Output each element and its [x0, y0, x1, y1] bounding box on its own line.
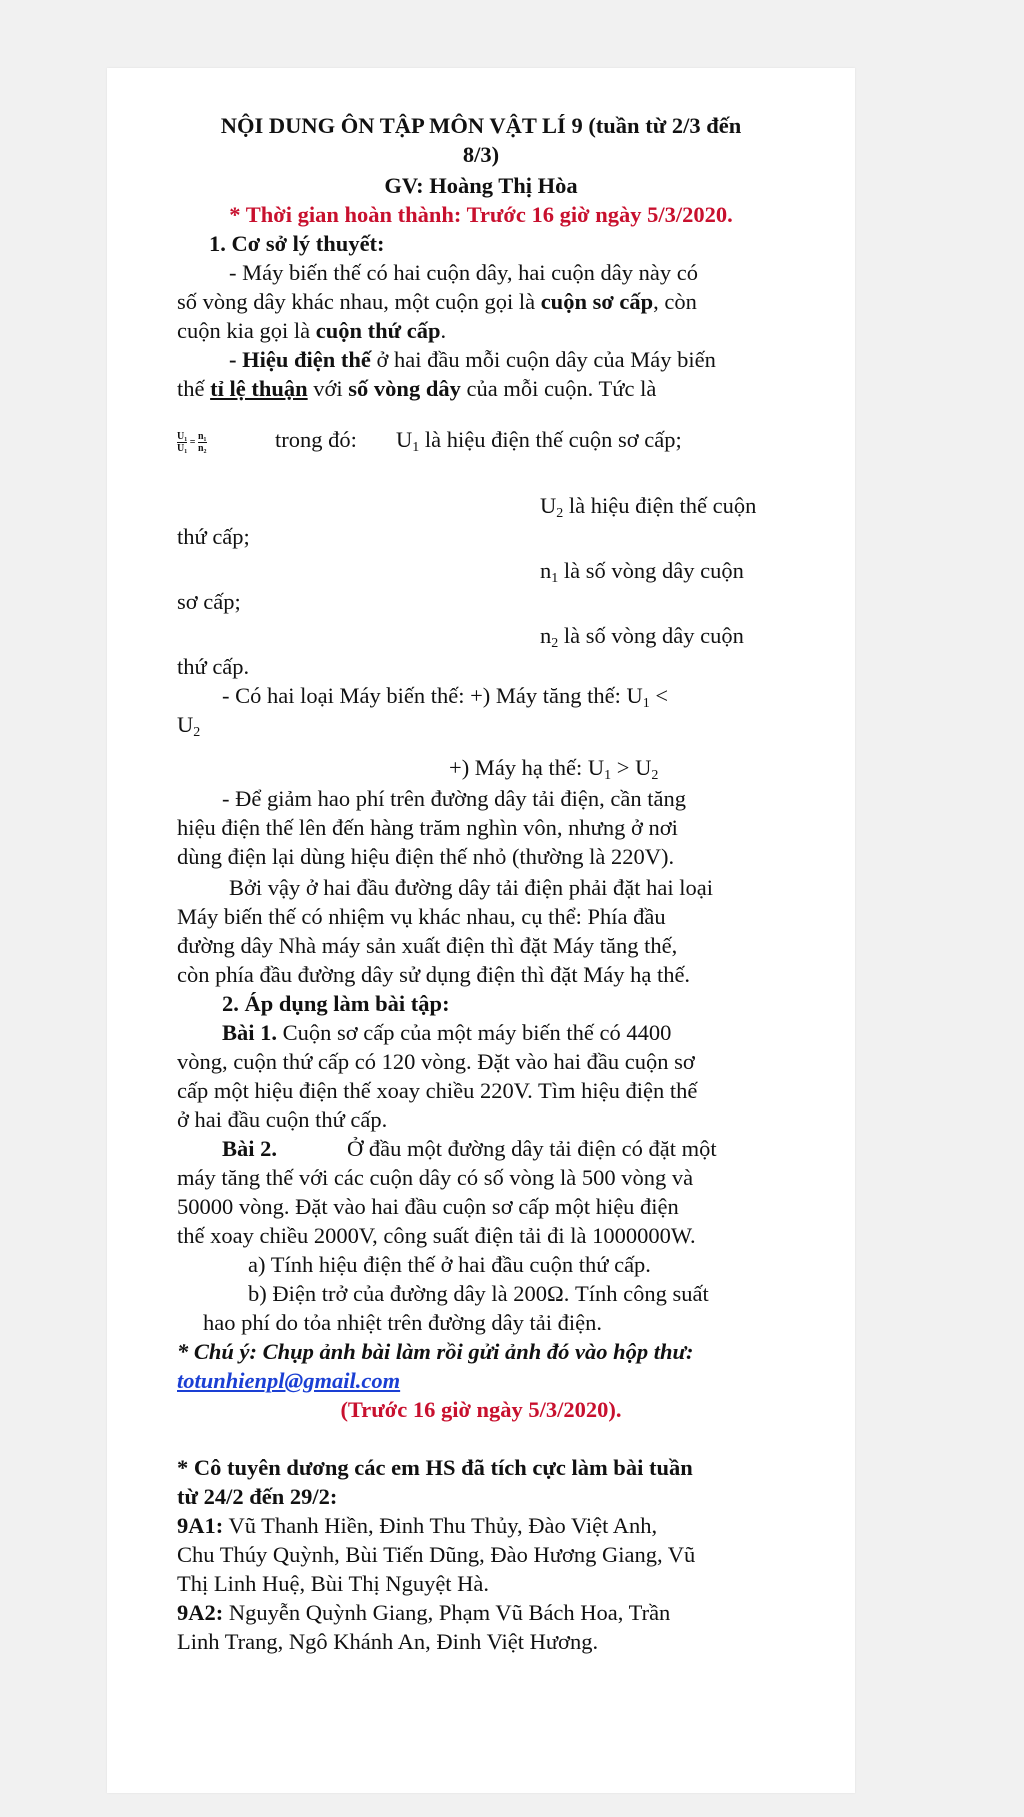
- n2-definition: $n_2$ là số vòng dây cuộn: [540, 623, 744, 651]
- para4-line4: còn phía đầu đường dây sử dụng điện thì đặt Máy hạ thế.: [177, 962, 691, 987]
- para3-line2: hiệu điện thế lên đến hàng trăm nghìn vôn, nhưng ở nơi: [177, 815, 678, 840]
- exercise2-line2: máy tăng thế với các cuộn dây có số vòng là 500 vòng và: [177, 1165, 694, 1190]
- exercise2-label: Bài 2.: [222, 1136, 278, 1161]
- para3-line1: - Để giảm hao phí trên đường dây tải điện, cần tăng: [222, 786, 686, 811]
- para4-line2: Máy biến thế có nhiệm vụ khác nhau, cụ thể: Phía đầu: [177, 904, 666, 929]
- class-9a1-line1: 9A1: Vũ Thanh Hiền, Đinh Thu Thủy, Đào Việt Anh,: [177, 1513, 658, 1538]
- document-page: [107, 68, 855, 1793]
- email-link[interactable]: totunhienpl@gmail.com: [177, 1368, 401, 1393]
- exercise2-question-b: b) Điện trở của đường dây là 200Ω. Tính công suất: [248, 1281, 709, 1306]
- formula-n1: n₁: [197, 431, 207, 442]
- formula-u1: U₁: [177, 431, 188, 442]
- section2-heading: 2. Áp dụng làm bài tập:: [222, 991, 450, 1016]
- u2-definition-wrap: thứ cấp;: [177, 524, 250, 549]
- class-9a1-line3: Thị Linh Huệ, Bùi Thị Nguyệt Hà.: [177, 1571, 490, 1596]
- doc-title-line2: 8/3): [462, 142, 500, 167]
- ratio-formula: [177, 431, 207, 454]
- section1-heading: 1. Cơ sở lý thuyết:: [209, 231, 385, 256]
- u1-definition: $U_1$ là hiệu điện thế cuộn sơ cấp;: [396, 427, 682, 455]
- para4-line3: đường dây Nhà máy sản xuất điện thì đặt Máy tăng thế,: [177, 933, 678, 958]
- n1-definition-wrap: sơ cấp;: [177, 589, 241, 614]
- doc-title-line1: NỘI DUNG ÔN TẬP MÔN VẬT LÍ 9 (tuần từ 2/3 đến: [220, 113, 742, 138]
- praise-heading-line2: từ 24/2 đến 29/2:: [177, 1484, 338, 1509]
- exercise2-line1: Ở đầu một đường dây tải điện có đặt một: [347, 1136, 717, 1161]
- formula-u2: U₁: [177, 443, 188, 455]
- teacher-name: GV: Hoàng Thị Hòa: [384, 173, 578, 198]
- exercise2-line3: 50000 vòng. Đặt vào hai đầu cuộn sơ cấp một hiệu điện: [177, 1194, 679, 1219]
- para2-line1: - Hiệu điện thế ở hai đầu mỗi cuộn dây của Máy biến: [229, 347, 716, 372]
- exercise1-line4: ở hai đầu cuộn thứ cấp.: [177, 1107, 388, 1132]
- exercise1-line2: vòng, cuộn thứ cấp có 120 vòng. Đặt vào hai đầu cuộn sơ: [177, 1049, 695, 1074]
- note-deadline: (Trước 16 giờ ngày 5/3/2020).: [340, 1397, 622, 1422]
- exercise2-line4: thế xoay chiều 2000V, công suất điện tải đi là 1000000W.: [177, 1223, 696, 1248]
- para2-line2: thế tỉ lệ thuận với số vòng dây của mỗi cuộn. Tức là: [177, 376, 657, 401]
- para1-line2: số vòng dây khác nhau, một cuộn gọi là cuộn sơ cấp, còn: [177, 289, 697, 314]
- exercise2-question-a: a) Tính hiệu điện thế ở hai đầu cuộn thứ cấp.: [248, 1252, 651, 1277]
- para1-line3: cuộn kia gọi là cuộn thứ cấp.: [177, 318, 447, 343]
- praise-heading-line1: * Cô tuyên dương các em HS đã tích cực làm bài tuần: [177, 1455, 693, 1480]
- note-text: * Chú ý: Chụp ảnh bài làm rồi gửi ảnh đó vào hộp thư:: [177, 1339, 694, 1364]
- where-label: trong đó:: [275, 427, 357, 452]
- transformer-types-line1: - Có hai loại Máy biến thế: +) Máy tăng thế: $U_1$ <: [222, 683, 669, 711]
- class-9a2-line1: 9A2: Nguyễn Quỳnh Giang, Phạm Vũ Bách Hoa, Trần: [177, 1600, 671, 1625]
- n1-definition: $n_1$ là số vòng dây cuộn: [540, 558, 744, 586]
- transformer-types-line2: $U_2$: [177, 712, 201, 740]
- formula-n2: n₂: [197, 443, 207, 455]
- step-down-line: +) Máy hạ thế: $U_1 > U_2$: [449, 755, 659, 783]
- formula-equals: =: [189, 437, 196, 449]
- exercise1-line1: Bài 1. Cuộn sơ cấp của một máy biến thế có 4400: [222, 1020, 672, 1045]
- exercise2-question-b-wrap: hao phí do tỏa nhiệt trên đường dây tải điện.: [203, 1310, 603, 1335]
- u2-definition: $U_2$ là hiệu điện thế cuộn: [540, 493, 757, 521]
- class-9a1-line2: Chu Thúy Quỳnh, Bùi Tiến Dũng, Đào Hương Giang, Vũ: [177, 1542, 696, 1567]
- class-9a2-line2: Linh Trang, Ngô Khánh An, Đinh Việt Hương.: [177, 1629, 599, 1654]
- para1-line1: - Máy biến thế có hai cuộn dây, hai cuộn dây này có: [229, 260, 699, 285]
- para3-line3: dùng điện lại dùng hiệu điện thế nhỏ (thường là 220V).: [177, 844, 675, 869]
- n2-definition-wrap: thứ cấp.: [177, 654, 250, 679]
- deadline-notice: * Thời gian hoàn thành: Trước 16 giờ ngày 5/3/2020.: [229, 202, 733, 227]
- exercise1-line3: cấp một hiệu điện thế xoay chiều 220V. Tìm hiệu điện thế: [177, 1078, 698, 1103]
- para4-line1: Bởi vậy ở hai đầu đường dây tải điện phải đặt hai loại: [229, 875, 714, 900]
